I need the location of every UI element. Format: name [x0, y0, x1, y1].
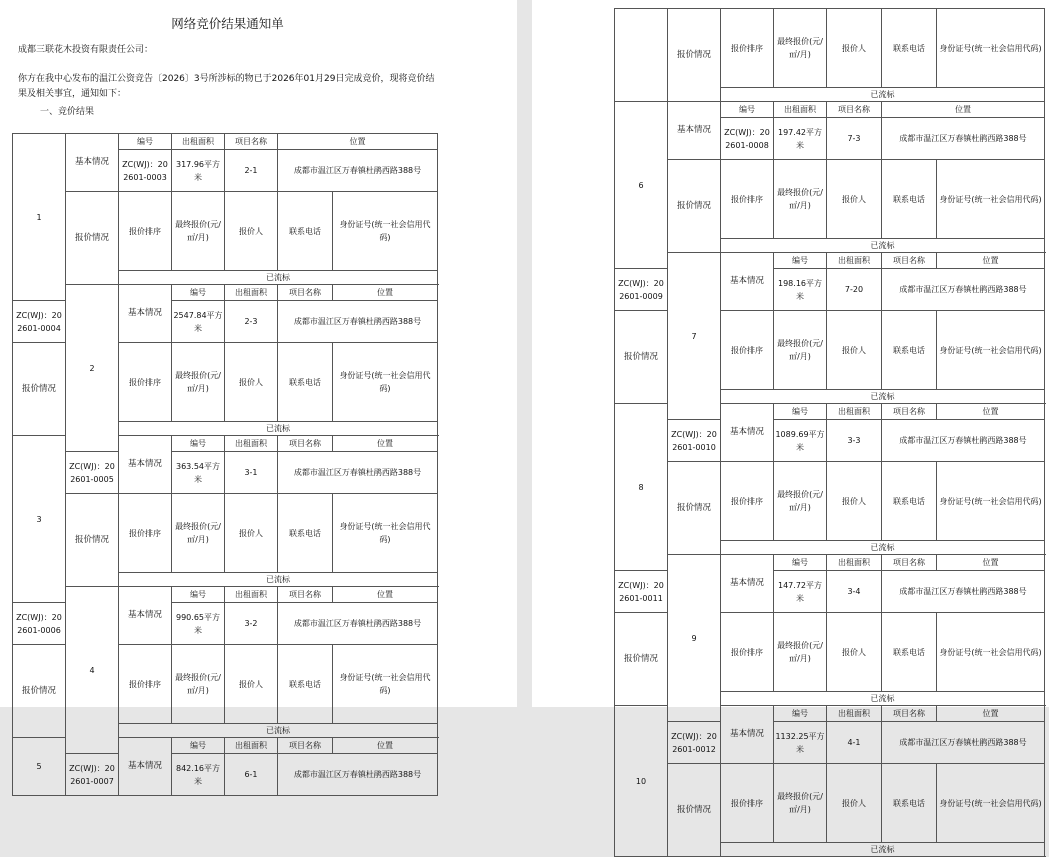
lot-area: 317.96平方米 — [172, 150, 225, 192]
code-header: 编号 — [172, 738, 225, 754]
lot-location: 成都市温江区万春镇杜鹃西路388号 — [882, 571, 1045, 613]
result-status: 已流标 — [721, 692, 1045, 706]
lot-area: 197.42平方米 — [774, 118, 827, 160]
lot-area: 198.16平方米 — [774, 269, 827, 311]
lot-value-row — [13, 754, 438, 796]
lot-header-row — [13, 587, 438, 603]
bid-info-label: 报价情况 — [668, 462, 721, 555]
rank-header: 报价排序 — [119, 343, 172, 422]
lot-code: ZC(WJ)：202601-0003 — [119, 150, 172, 192]
id-number-header: 身份证号(统一社会信用代码) — [333, 343, 438, 422]
location-header: 位置 — [333, 738, 438, 754]
lot-value-row — [615, 420, 1045, 462]
phone-header: 联系电话 — [882, 764, 937, 843]
phone-header: 联系电话 — [882, 160, 937, 239]
area-header: 出租面积 — [225, 587, 278, 603]
bid-info-label: 报价情况 — [668, 160, 721, 253]
lot-code: ZC(WJ)：202601-0006 — [13, 603, 66, 645]
bid-results-table-right — [614, 8, 1045, 857]
result-status: 已流标 — [721, 843, 1045, 857]
id-number-header: 身份证号(统一社会信用代码) — [937, 160, 1045, 239]
phone-header: 联系电话 — [882, 613, 937, 692]
phone-header: 联系电话 — [278, 494, 333, 573]
code-header: 编号 — [172, 587, 225, 603]
lot-number: 9 — [668, 555, 721, 722]
code-header: 编号 — [172, 436, 225, 452]
project-name-header: 项目名称 — [827, 102, 882, 118]
code-header: 编号 — [774, 706, 827, 722]
rank-header: 报价排序 — [721, 311, 774, 390]
id-number-header: 身份证号(统一社会信用代码) — [937, 764, 1045, 843]
final-price-header: 最终报价(元/㎡/月) — [774, 764, 827, 843]
bid-info-label: 报价情况 — [13, 343, 66, 436]
lot-number: 3 — [13, 436, 66, 603]
bid-results-table-left — [12, 133, 438, 796]
final-price-header: 最终报价(元/㎡/月) — [172, 192, 225, 271]
id-number-header: 身份证号(统一社会信用代码) — [937, 462, 1045, 541]
basic-info-label: 基本情况 — [119, 285, 172, 343]
bid-info-label: 报价情况 — [66, 494, 119, 587]
lot-header-row — [13, 285, 438, 301]
basic-info-label: 基本情况 — [119, 436, 172, 494]
bid-info-label: 报价情况 — [615, 311, 668, 404]
id-number-header: 身份证号(统一社会信用代码) — [333, 645, 438, 724]
result-status: 已流标 — [119, 422, 438, 436]
lot-header-row — [615, 555, 1045, 571]
location-header: 位置 — [937, 404, 1045, 420]
project-name-header: 项目名称 — [882, 706, 937, 722]
area-header: 出租面积 — [827, 404, 882, 420]
bid-info-label: 报价情况 — [668, 764, 721, 857]
code-header: 编号 — [774, 253, 827, 269]
code-header: 编号 — [774, 404, 827, 420]
project-name-header: 项目名称 — [882, 555, 937, 571]
lot-area: 1089.69平方米 — [774, 420, 827, 462]
lot-bid-row — [13, 494, 438, 573]
lot-code: ZC(WJ)：202601-0009 — [615, 269, 668, 311]
lot-location: 成都市温江区万春镇杜鹃西路388号 — [882, 118, 1045, 160]
lot-bid-row — [615, 764, 1045, 843]
phone-header: 联系电话 — [882, 462, 937, 541]
rank-header: 报价排序 — [721, 462, 774, 541]
bid-info-label: 报价情况 — [615, 613, 668, 706]
project-name-header: 项目名称 — [882, 253, 937, 269]
area-header: 出租面积 — [827, 555, 882, 571]
lot-code: ZC(WJ)：202601-0011 — [615, 571, 668, 613]
id-number-header: 身份证号(统一社会信用代码) — [937, 613, 1045, 692]
lot-number: 8 — [615, 404, 668, 571]
lot-code: ZC(WJ)：202601-0004 — [13, 301, 66, 343]
bidder-header: 报价人 — [827, 462, 882, 541]
continued-lot-cell — [615, 9, 668, 102]
bidder-header: 报价人 — [827, 311, 882, 390]
lot-bid-row — [615, 462, 1045, 541]
location-header: 位置 — [333, 587, 438, 603]
location-header: 位置 — [278, 134, 438, 150]
lot-area: 990.65平方米 — [172, 603, 225, 645]
phone-header: 联系电话 — [278, 645, 333, 724]
area-header: 出租面积 — [827, 706, 882, 722]
bidder-header: 报价人 — [827, 613, 882, 692]
id-number-header: 身份证号(统一社会信用代码) — [333, 192, 438, 271]
id-number-header: 身份证号(统一社会信用代码) — [333, 494, 438, 573]
lot-code: ZC(WJ)：202601-0005 — [66, 452, 119, 494]
lot-number: 10 — [615, 706, 668, 857]
final-price-header: 最终报价(元/㎡/月) — [172, 343, 225, 422]
basic-info-label: 基本情况 — [668, 102, 721, 160]
lot-bid-row — [615, 160, 1045, 239]
lot-area: 147.72平方米 — [774, 571, 827, 613]
project-name-header: 项目名称 — [278, 285, 333, 301]
lot-project-name: 3-4 — [827, 571, 882, 613]
basic-info-label: 基本情况 — [721, 555, 774, 613]
lot-area: 842.16平方米 — [172, 754, 225, 796]
lot-location: 成都市温江区万春镇杜鹃西路388号 — [278, 452, 438, 494]
code-header: 编号 — [774, 555, 827, 571]
location-header: 位置 — [937, 253, 1045, 269]
rank-header: 报价排序 — [721, 160, 774, 239]
lot-area: 363.54平方米 — [172, 452, 225, 494]
rank-header: 报价排序 — [721, 613, 774, 692]
lot-project-name: 6-1 — [225, 754, 278, 796]
bidder-header: 报价人 — [827, 9, 882, 88]
location-header: 位置 — [882, 102, 1045, 118]
lot-location: 成都市温江区万春镇杜鹃西路388号 — [278, 301, 438, 343]
phone-header: 联系电话 — [882, 311, 937, 390]
lot-location: 成都市温江区万春镇杜鹃西路388号 — [278, 150, 438, 192]
bid-info-label: 报价情况 — [668, 9, 721, 102]
project-name-header: 项目名称 — [278, 436, 333, 452]
lot-project-name: 7-3 — [827, 118, 882, 160]
area-header: 出租面积 — [225, 738, 278, 754]
lot-location: 成都市温江区万春镇杜鹃西路388号 — [882, 269, 1045, 311]
id-number-header: 身份证号(统一社会信用代码) — [937, 311, 1045, 390]
bidder-header: 报价人 — [225, 192, 278, 271]
basic-info-label: 基本情况 — [721, 706, 774, 764]
location-header: 位置 — [937, 706, 1045, 722]
area-header: 出租面积 — [827, 253, 882, 269]
lot-location: 成都市温江区万春镇杜鹃西路388号 — [882, 420, 1045, 462]
result-status: 已流标 — [119, 724, 438, 738]
phone-header: 联系电话 — [278, 192, 333, 271]
id-number-header: 身份证号(统一社会信用代码) — [937, 9, 1045, 88]
rank-header: 报价排序 — [721, 9, 774, 88]
phone-header: 联系电话 — [882, 9, 937, 88]
notice-body: 你方在我中心发布的温江公资竞告〔2026〕3号所涉标的物已于2026年01月29日完成竞价，现将竞价结果及相关事宜，通知如下： — [18, 74, 435, 99]
project-name-header: 项目名称 — [278, 587, 333, 603]
lot-project-name: 2-3 — [225, 301, 278, 343]
code-header: 编号 — [172, 285, 225, 301]
final-price-header: 最终报价(元/㎡/月) — [774, 311, 827, 390]
location-header: 位置 — [333, 436, 438, 452]
basic-info-label: 基本情况 — [66, 134, 119, 192]
bidder-header: 报价人 — [225, 343, 278, 422]
lot-number: 4 — [66, 587, 119, 754]
final-price-header: 最终报价(元/㎡/月) — [774, 160, 827, 239]
final-price-header: 最终报价(元/㎡/月) — [774, 613, 827, 692]
document-page-right — [532, 0, 1049, 854]
final-price-header: 最终报价(元/㎡/月) — [172, 494, 225, 573]
result-status: 已流标 — [119, 271, 438, 285]
rank-header: 报价排序 — [119, 494, 172, 573]
result-status: 已流标 — [119, 573, 438, 587]
location-header: 位置 — [937, 555, 1045, 571]
lot-bid-row — [13, 192, 438, 271]
addressee: 成都三联花木投资有限责任公司： — [18, 45, 154, 55]
bidder-header: 报价人 — [827, 160, 882, 239]
result-status: 已流标 — [721, 390, 1045, 404]
bid-info-label: 报价情况 — [13, 645, 66, 738]
lot-value-row — [13, 452, 438, 494]
basic-info-label: 基本情况 — [721, 253, 774, 311]
section-heading: 一、竞价结果 — [40, 107, 95, 117]
lot-header-row — [615, 102, 1045, 118]
bidder-header: 报价人 — [827, 764, 882, 843]
lot-project-name: 3-2 — [225, 603, 278, 645]
lot-project-name: 2-1 — [225, 150, 278, 192]
lot-number: 7 — [668, 253, 721, 420]
code-header: 编号 — [119, 134, 172, 150]
result-status: 已流标 — [721, 541, 1045, 555]
final-price-header: 最终报价(元/㎡/月) — [774, 462, 827, 541]
lot-project-name: 4-1 — [827, 722, 882, 764]
basic-info-label: 基本情况 — [119, 738, 172, 796]
final-price-header: 最终报价(元/㎡/月) — [172, 645, 225, 724]
lot-number: 6 — [615, 102, 668, 269]
lot-number: 2 — [66, 285, 119, 452]
location-header: 位置 — [333, 285, 438, 301]
lot-bid-row — [615, 9, 1045, 88]
bidder-header: 报价人 — [225, 494, 278, 573]
basic-info-label: 基本情况 — [721, 404, 774, 462]
lot-location: 成都市温江区万春镇杜鹃西路388号 — [882, 722, 1045, 764]
project-name-header: 项目名称 — [882, 404, 937, 420]
lot-project-name: 3-3 — [827, 420, 882, 462]
lot-header-row — [615, 253, 1045, 269]
area-header: 出租面积 — [172, 134, 225, 150]
phone-header: 联系电话 — [278, 343, 333, 422]
basic-info-label: 基本情况 — [119, 587, 172, 645]
rank-header: 报价排序 — [119, 192, 172, 271]
result-status: 已流标 — [721, 239, 1045, 253]
lot-code: ZC(WJ)：202601-0010 — [668, 420, 721, 462]
lot-number: 1 — [13, 134, 66, 301]
bidder-header: 报价人 — [225, 645, 278, 724]
code-header: 编号 — [721, 102, 774, 118]
document-title: 网络竞价结果通知单 — [171, 16, 284, 31]
lot-code: ZC(WJ)：202601-0012 — [668, 722, 721, 764]
document-page-left — [0, 0, 517, 786]
lot-project-name: 3-1 — [225, 452, 278, 494]
project-name-header: 项目名称 — [225, 134, 278, 150]
lot-value-row — [615, 722, 1045, 764]
lot-project-name: 7-20 — [827, 269, 882, 311]
lot-number: 5 — [13, 738, 66, 796]
area-header: 出租面积 — [225, 436, 278, 452]
lot-code: ZC(WJ)：202601-0007 — [66, 754, 119, 796]
lot-area: 2547.84平方米 — [172, 301, 225, 343]
rank-header: 报价排序 — [119, 645, 172, 724]
project-name-header: 项目名称 — [278, 738, 333, 754]
area-header: 出租面积 — [774, 102, 827, 118]
bid-info-label: 报价情况 — [66, 192, 119, 285]
area-header: 出租面积 — [225, 285, 278, 301]
lot-area: 1132.25平方米 — [774, 722, 827, 764]
result-status: 已流标 — [721, 88, 1045, 102]
final-price-header: 最终报价(元/㎡/月) — [774, 9, 827, 88]
lot-location: 成都市温江区万春镇杜鹃西路388号 — [278, 754, 438, 796]
lot-location: 成都市温江区万春镇杜鹃西路388号 — [278, 603, 438, 645]
lot-code: ZC(WJ)：202601-0008 — [721, 118, 774, 160]
rank-header: 报价排序 — [721, 764, 774, 843]
lot-header-row — [13, 134, 438, 150]
